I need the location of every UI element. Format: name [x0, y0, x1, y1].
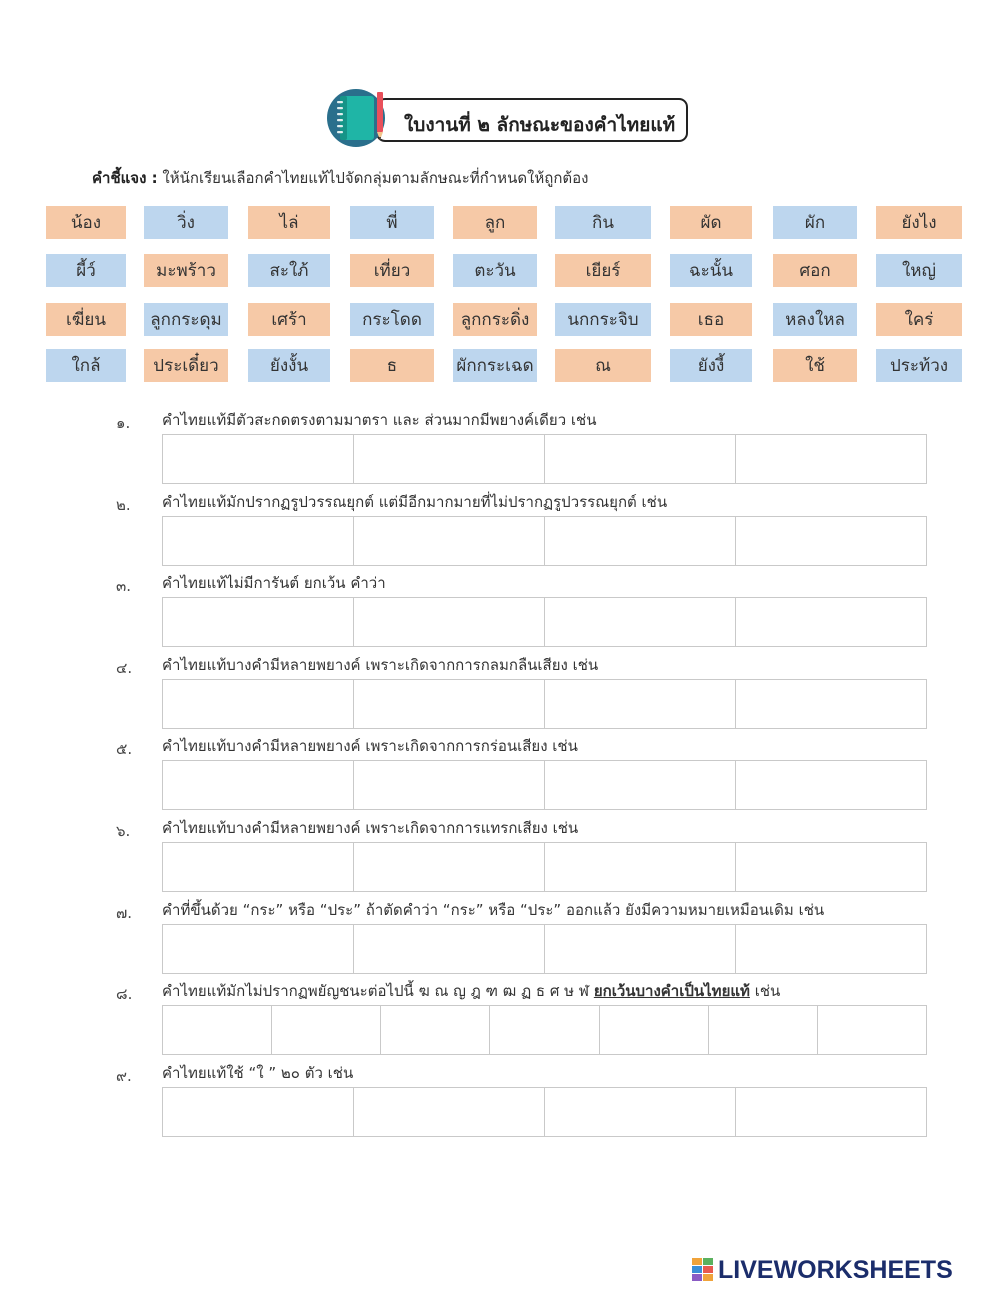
word-tile[interactable]: สะใภ้ [248, 254, 330, 287]
question-prompt [162, 979, 780, 1003]
word-tile[interactable]: ฉะนั้น [670, 254, 752, 287]
question-text: คำไทยแท้ใช้ “ใ ” ๒๐ ตัว เช่น [162, 1064, 354, 1082]
answer-row [162, 760, 927, 810]
answer-drop-zone[interactable] [163, 598, 354, 646]
liveworksheets-logo-icon [692, 1258, 714, 1282]
word-tile[interactable]: น้อง [46, 206, 126, 239]
answer-drop-zone[interactable] [736, 680, 926, 728]
answer-row [162, 516, 927, 566]
answer-row [162, 434, 927, 484]
question-prompt [162, 408, 596, 432]
word-tile[interactable]: ใคร่ [876, 303, 962, 336]
notebook-pencil-icon [326, 88, 390, 148]
word-tile[interactable]: ใกล้ [46, 349, 126, 382]
answer-drop-zone[interactable] [163, 517, 354, 565]
answer-drop-zone[interactable] [545, 598, 736, 646]
question-number: ๕. [116, 740, 133, 758]
word-tile[interactable]: กระโดด [350, 303, 434, 336]
question-prompt [162, 653, 598, 677]
word-tile[interactable]: ใหญ่ [876, 254, 962, 287]
answer-row [162, 842, 927, 892]
answer-drop-zone[interactable] [545, 1088, 736, 1136]
answer-drop-zone[interactable] [545, 761, 736, 809]
question-text: คำไทยแท้บางคำมีหลายพยางค์ เพราะเกิดจากการแทรกเสียง เช่น [162, 819, 579, 837]
question-text: คำไทยแท้มักไม่ปรากฏพยัญชนะต่อไปนี้ ฆ ณ ญ ฎ ฑ ฒ ฏ ธ ศ ษ ฬ [162, 982, 590, 1000]
answer-row [162, 1087, 927, 1137]
answer-drop-zone[interactable] [163, 761, 354, 809]
word-tile[interactable]: ใช้ [773, 349, 857, 382]
word-tile[interactable]: ไล่ [248, 206, 330, 239]
word-tile[interactable]: เธอ [670, 303, 752, 336]
word-tile[interactable]: เศร้า [248, 303, 330, 336]
answer-drop-zone[interactable] [736, 761, 926, 809]
word-tile[interactable]: วิ่ง [144, 206, 228, 239]
answer-drop-zone[interactable] [163, 680, 354, 728]
answer-drop-zone[interactable] [354, 843, 545, 891]
word-tile[interactable]: ลูก [453, 206, 537, 239]
question-number: ๒. [116, 496, 131, 514]
answer-row [162, 679, 927, 729]
word-tile[interactable]: ผัก [773, 206, 857, 239]
word-tile[interactable]: เฆี่ยน [46, 303, 126, 336]
answer-drop-zone[interactable] [354, 435, 545, 483]
page-title: ใบงานที่ ๒ ลักษณะของคำไทยแท้ [404, 114, 676, 136]
answer-drop-zone[interactable] [490, 1006, 599, 1054]
question-emphasis: ยกเว้นบางคำเป็นไทยแท้ [593, 982, 750, 1000]
question-prompt [162, 816, 578, 840]
question-prompt [162, 490, 667, 514]
question-prompt [162, 1061, 353, 1085]
word-bank [46, 206, 962, 382]
word-tile[interactable]: มะพร้าว [144, 254, 228, 287]
instructions [92, 166, 589, 190]
answer-drop-zone[interactable] [736, 517, 926, 565]
answer-drop-zone[interactable] [354, 598, 545, 646]
word-tile[interactable]: ผี้ว์ [46, 254, 126, 287]
answer-drop-zone[interactable] [545, 435, 736, 483]
word-tile[interactable]: ผักกระเฉด [453, 349, 537, 382]
answer-drop-zone[interactable] [818, 1006, 926, 1054]
question-number: ๓. [116, 577, 132, 595]
question-prompt [162, 898, 824, 922]
word-tile[interactable]: ยังไง [876, 206, 962, 239]
answer-row [162, 1005, 927, 1055]
question-prompt [162, 571, 386, 595]
answer-drop-zone[interactable] [736, 925, 926, 973]
word-tile[interactable]: ยังงี้ [670, 349, 752, 382]
word-tile[interactable]: เยียร์ [555, 254, 651, 287]
question-prompt [162, 734, 578, 758]
question-text: คำไทยแท้ไม่มีการันต์ ยกเว้น คำว่า [162, 574, 386, 592]
word-tile[interactable]: ณ [555, 349, 651, 382]
question-suffix: เช่น [754, 982, 781, 1000]
question-text: คำไทยแท้บางคำมีหลายพยางค์ เพราะเกิดจากการกร่อนเสียง เช่น [162, 737, 578, 755]
answer-drop-zone[interactable] [709, 1006, 818, 1054]
answer-drop-zone[interactable] [545, 843, 736, 891]
answer-drop-zone[interactable] [163, 843, 354, 891]
question-number: ๙. [116, 1067, 132, 1085]
answer-drop-zone[interactable] [354, 761, 545, 809]
answer-drop-zone[interactable] [381, 1006, 490, 1054]
answer-drop-zone[interactable] [736, 843, 926, 891]
answer-drop-zone[interactable] [354, 517, 545, 565]
logo-text: LIVEWORKSHEETS [718, 1255, 953, 1284]
answer-drop-zone[interactable] [163, 435, 354, 483]
answer-drop-zone[interactable] [354, 1088, 545, 1136]
question-number: ๘. [116, 985, 133, 1003]
answer-drop-zone[interactable] [545, 925, 736, 973]
question-number: ๑. [116, 414, 131, 432]
instructions-label: คำชี้แจง : [92, 169, 158, 187]
question-number: ๗. [116, 904, 133, 922]
word-tile[interactable]: เที่ยว [350, 254, 434, 287]
answer-drop-zone[interactable] [736, 435, 926, 483]
instructions-text: ให้นักเรียนเลือกคำไทยแท้ไปจัดกลุ่มตามลักษณะที่กำหนดให้ถูกต้อง [162, 169, 589, 187]
answer-drop-zone[interactable] [163, 1006, 272, 1054]
question-number: ๔. [116, 659, 133, 677]
answer-drop-zone[interactable] [163, 925, 354, 973]
word-tile[interactable]: กิน [555, 206, 651, 239]
answer-drop-zone[interactable] [545, 680, 736, 728]
word-tile[interactable]: ลูกกระดิ่ง [453, 303, 537, 336]
question-number: ๖. [116, 822, 131, 840]
word-tile[interactable]: ผัด [670, 206, 752, 239]
answer-drop-zone[interactable] [354, 680, 545, 728]
answer-drop-zone[interactable] [354, 925, 545, 973]
answer-row [162, 597, 927, 647]
answer-drop-zone[interactable] [272, 1006, 381, 1054]
word-tile[interactable]: ประท้วง [876, 349, 962, 382]
question-text: คำไทยแท้มีตัวสะกดตรงตามมาตรา และ ส่วนมากมีพยางค์เดียว เช่น [162, 411, 597, 429]
word-tile[interactable]: ศอก [773, 254, 857, 287]
word-tile[interactable]: ยังงั้น [248, 349, 330, 382]
question-text: คำที่ขึ้นด้วย “กระ” หรือ “ประ” ถ้าตัดคำว่า “กระ” หรือ “ประ” ออกแล้ว ยังมีความหมายเหมือนเดิม เช่น [162, 901, 825, 919]
answer-drop-zone[interactable] [736, 1088, 926, 1136]
word-tile[interactable]: ตะวัน [453, 254, 537, 287]
word-tile[interactable]: ธ [350, 349, 434, 382]
question-text: คำไทยแท้บางคำมีหลายพยางค์ เพราะเกิดจากการกลมกลืนเสียง เช่น [162, 656, 599, 674]
word-tile[interactable]: นกกระจิบ [555, 303, 651, 336]
question-text: คำไทยแท้มักปรากฏรูปวรรณยุกต์ แต่มีอีกมากมายที่ไม่ปรากฏรูปวรรณยุกต์ เช่น [162, 493, 668, 511]
answer-drop-zone[interactable] [163, 1088, 354, 1136]
answer-drop-zone[interactable] [600, 1006, 709, 1054]
word-tile[interactable]: ประเดี๋ยว [144, 349, 228, 382]
word-tile[interactable]: หลงใหล [773, 303, 857, 336]
word-tile[interactable]: ลูกกระดุม [144, 303, 228, 336]
word-tile[interactable]: พี่ [350, 206, 434, 239]
answer-row [162, 924, 927, 974]
answer-drop-zone[interactable] [545, 517, 736, 565]
liveworksheets-logo [692, 1256, 953, 1284]
worksheet-header [326, 88, 692, 148]
answer-drop-zone[interactable] [736, 598, 926, 646]
